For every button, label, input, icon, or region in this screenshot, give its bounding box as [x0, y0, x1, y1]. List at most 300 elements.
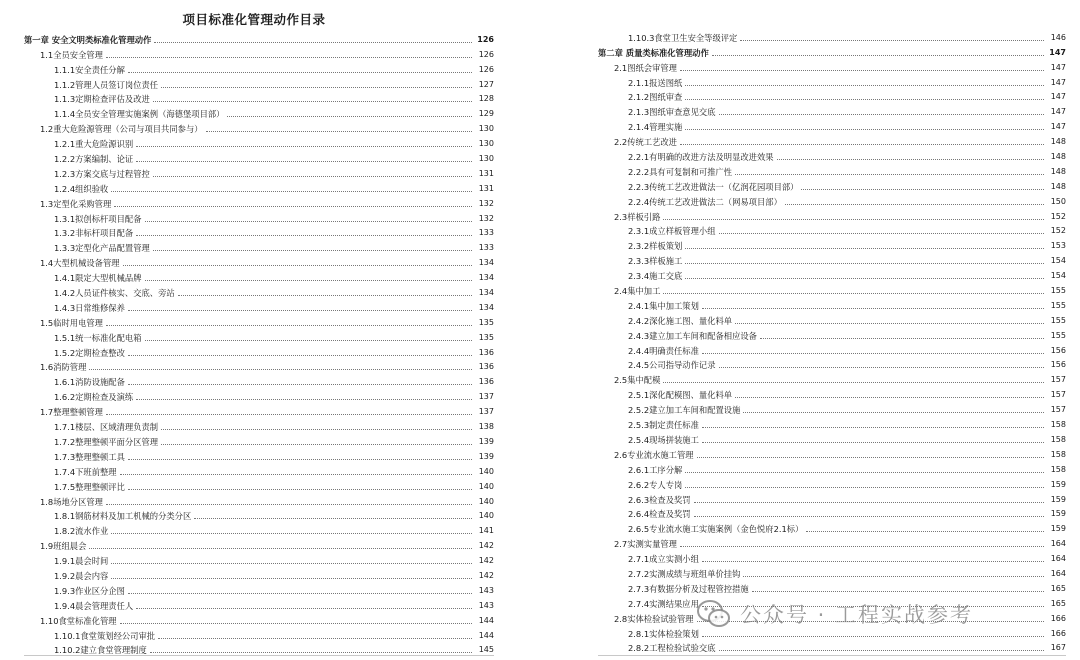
toc-page-number: 159: [1050, 494, 1066, 504]
toc-page-number: 142: [478, 556, 494, 566]
dot-leader: [128, 384, 472, 385]
dot-leader: [697, 457, 1044, 458]
toc-page-number: 134: [478, 273, 494, 283]
toc-entry-text: 1.7.4下班前整理: [54, 466, 117, 477]
toc-subsection[interactable]: [14, 372, 494, 387]
toc-entry-text: 2.1.1报送图纸: [628, 77, 683, 88]
toc-page-number: 132: [478, 213, 494, 223]
toc-entry-text: 1.10.1食堂策划经公司审批: [54, 630, 156, 641]
toc-section[interactable]: [588, 207, 1066, 222]
toc-entry-text: 1.5.2定期检查整改: [54, 347, 125, 358]
dot-leader: [128, 355, 472, 356]
toc-page-number: 138: [478, 422, 494, 432]
dot-leader: [801, 189, 1044, 190]
toc-section[interactable]: [14, 358, 494, 373]
dot-leader: [785, 204, 1044, 205]
dot-leader: [702, 427, 1044, 428]
toc-page-number: 135: [478, 332, 494, 342]
toc-subsection[interactable]: [14, 566, 494, 581]
toc-page-number: 165: [1050, 598, 1066, 608]
toc-subsection[interactable]: [588, 460, 1066, 475]
toc-subsection[interactable]: [588, 222, 1066, 237]
dot-leader: [120, 474, 472, 475]
toc-page-number: 130: [478, 154, 494, 164]
toc-page-number: 133: [478, 243, 494, 253]
toc-page-number: 156: [1050, 360, 1066, 370]
dot-leader: [158, 638, 472, 639]
dot-leader: [227, 116, 472, 117]
dot-leader: [663, 293, 1044, 294]
toc-page-left: [14, 0, 494, 660]
toc-page-number: 154: [1050, 271, 1066, 281]
toc-page-number: 140: [478, 511, 494, 521]
toc-entry-text: 2.4.2深化施工图、量化料单: [628, 315, 733, 326]
toc-page-number: 147: [1050, 77, 1066, 87]
dot-leader: [114, 206, 472, 207]
toc-subsection[interactable]: [14, 268, 494, 283]
dot-leader: [154, 42, 472, 43]
toc-page-number: 130: [478, 139, 494, 149]
toc-subsection[interactable]: [588, 28, 1066, 43]
toc-section[interactable]: [14, 402, 494, 417]
dot-leader: [685, 278, 1044, 279]
dot-leader: [136, 399, 472, 400]
toc-page-number: 153: [1050, 241, 1066, 251]
toc-entry-text: 2.4集中加工: [614, 286, 661, 297]
toc-subsection[interactable]: [588, 177, 1066, 192]
toc-page-number: 148: [1050, 181, 1066, 191]
toc-entry-text: 2.8.1实体检验策划: [628, 628, 699, 639]
toc-page-number: 136: [478, 362, 494, 372]
dot-leader: [89, 548, 472, 549]
toc-entry-text: 2.2传统工艺改进: [614, 137, 677, 148]
toc-page-number: 152: [1050, 226, 1066, 236]
dot-leader: [743, 576, 1044, 577]
toc-entry-text: 2.4.5公司指导动作记录: [628, 360, 716, 371]
toc-entry-text: 1.10.3食堂卫生安全等级评定: [628, 32, 738, 43]
toc-subsection[interactable]: [14, 164, 494, 179]
toc-page-number: 140: [478, 466, 494, 476]
dot-leader: [685, 248, 1044, 249]
toc-subsection[interactable]: [588, 639, 1066, 654]
dot-leader: [206, 131, 472, 132]
dot-leader: [702, 442, 1044, 443]
dot-leader: [685, 487, 1044, 488]
watermark: [696, 598, 973, 630]
toc-page-number: 147: [1050, 107, 1066, 117]
toc-page-number: 127: [478, 79, 494, 89]
toc-entry-text: 2.4.3建立加工车间和配备相应设备: [628, 330, 757, 341]
toc-entry-text: 1.8场地分区管理: [40, 496, 103, 507]
toc-subsection[interactable]: [14, 521, 494, 536]
dot-leader: [760, 338, 1044, 339]
toc-page-number: 131: [478, 168, 494, 178]
toc-entry-text: 2.2.3传统工艺改进做法一（亿润花园项目部）: [628, 181, 799, 192]
toc-entry-text: 1.3.3定型化产品配置管理: [54, 243, 150, 254]
wechat-icon: [696, 598, 732, 630]
toc-subsection[interactable]: [14, 417, 494, 432]
dot-leader: [735, 174, 1044, 175]
toc-page-number: 158: [1050, 420, 1066, 430]
toc-section[interactable]: [588, 370, 1066, 385]
toc-page-number: 152: [1050, 211, 1066, 221]
dot-leader: [136, 146, 472, 147]
toc-page-number: 150: [1050, 196, 1066, 206]
toc-list: [14, 30, 494, 655]
toc-entry-text: 2.1.2图纸审查: [628, 92, 683, 103]
toc-subsection[interactable]: [588, 415, 1066, 430]
toc-subsection[interactable]: [588, 505, 1066, 520]
toc-page-number: 147: [1049, 47, 1066, 57]
toc-entry-text: 2.1.3图纸审查意见交底: [628, 107, 716, 118]
toc-page-number: 158: [1050, 449, 1066, 459]
toc-page-number: 136: [478, 347, 494, 357]
toc-entry-text: 1.9.3作业区分企图: [54, 585, 125, 596]
dot-leader: [702, 308, 1044, 309]
toc-subsection[interactable]: [14, 387, 494, 402]
toc-section[interactable]: [14, 45, 494, 60]
dot-leader: [89, 369, 472, 370]
toc-subsection[interactable]: [588, 117, 1066, 132]
dot-leader: [712, 55, 1044, 56]
toc-page-number: 139: [478, 436, 494, 446]
toc-entry-text: 2.6.5专业流水施工实施案例（金色悦府2.1标）: [628, 524, 804, 535]
toc-page-number: 143: [478, 585, 494, 595]
toc-page-number: 128: [478, 94, 494, 104]
toc-entry-text: 2.2.4传统工艺改进做法二（网易项目部）: [628, 196, 782, 207]
toc-section[interactable]: [14, 536, 494, 551]
toc-subsection[interactable]: [14, 134, 494, 149]
toc-entry-text: 2.8实体检验试验管理: [614, 613, 694, 624]
toc-subsection[interactable]: [14, 581, 494, 596]
toc-chapter[interactable]: [14, 30, 494, 45]
dot-leader: [719, 367, 1045, 368]
toc-section[interactable]: [588, 534, 1066, 549]
toc-entry-text: 1.6.1消防设施配备: [54, 377, 125, 388]
toc-entry-text: 2.7.3有数据分析及过程管控措施: [628, 583, 749, 594]
toc-page-number: 143: [478, 600, 494, 610]
toc-entry-text: 1.3定型化采购管理: [40, 198, 112, 209]
dot-leader: [702, 353, 1044, 354]
toc-section[interactable]: [588, 281, 1066, 296]
toc-entry-text: 1.2重大危险源管理（公司与项目共同参与）: [40, 124, 203, 135]
toc-entry-text: 2.7.4实测结果应用: [628, 598, 699, 609]
toc-entry-text: 1.1全员安全管理: [40, 49, 103, 60]
toc-entry-text: 2.3.4施工交底: [628, 271, 683, 282]
toc-subsection[interactable]: [588, 549, 1066, 564]
toc-entry-text: 2.3.2样板策划: [628, 241, 683, 252]
toc-page-number: 139: [478, 451, 494, 461]
toc-entry-text: 1.10食堂标准化管理: [40, 615, 117, 626]
toc-entry-text: 2.7实测实量管理: [614, 539, 677, 550]
page-divider: [24, 655, 494, 656]
toc-subsection[interactable]: [588, 266, 1066, 281]
toc-section[interactable]: [14, 253, 494, 268]
toc-subsection[interactable]: [588, 564, 1066, 579]
dot-leader: [663, 382, 1044, 383]
toc-entry-text: 1.9班组晨会: [40, 541, 87, 552]
toc-subsection[interactable]: [14, 477, 494, 492]
toc-entry-text: 1.9.4晨会管理责任人: [54, 600, 134, 611]
toc-entry-text: 2.3.3样板施工: [628, 256, 683, 267]
toc-entry-text: 1.4.3日常维修保养: [54, 302, 125, 313]
toc-subsection[interactable]: [588, 236, 1066, 251]
toc-entry-text: 2.1图纸会审管理: [614, 62, 677, 73]
toc-entry-text: 第二章 质量类标准化管理动作: [598, 47, 709, 58]
toc-subsection[interactable]: [14, 90, 494, 105]
toc-entry-text: 2.5.3制定责任标准: [628, 420, 699, 431]
toc-subsection[interactable]: [588, 251, 1066, 266]
dot-leader: [106, 414, 472, 415]
dot-leader: [128, 593, 472, 594]
dot-leader: [685, 129, 1044, 130]
toc-section[interactable]: [14, 611, 494, 626]
dot-leader: [694, 516, 1044, 517]
toc-page-number: 142: [478, 570, 494, 580]
toc-page-number: 164: [1050, 539, 1066, 549]
dot-leader: [194, 518, 472, 519]
toc-subsection[interactable]: [14, 298, 494, 313]
toc-entry-text: 1.3.1拟创标杆项目配备: [54, 213, 142, 224]
toc-subsection[interactable]: [14, 209, 494, 224]
toc-page-number: 147: [1050, 92, 1066, 102]
toc-entry-text: 1.4大型机械设备管理: [40, 258, 120, 269]
toc-entry-text: 1.7.3整理整顿工具: [54, 451, 125, 462]
toc-page-number: 157: [1050, 375, 1066, 385]
dot-leader: [111, 563, 472, 564]
toc-entry-text: 1.2.3方案交底与过程管控: [54, 168, 150, 179]
dot-leader: [685, 85, 1044, 86]
toc-page-number: 129: [478, 109, 494, 119]
toc-entry-text: 1.10.2建立食堂管理制度: [54, 645, 147, 656]
dot-leader: [680, 70, 1044, 71]
dot-leader: [752, 591, 1044, 592]
toc-subsection[interactable]: [588, 326, 1066, 341]
toc-page-number: 148: [1050, 152, 1066, 162]
toc-entry-text: 1.7整理整顿管理: [40, 407, 103, 418]
toc-page-number: 159: [1050, 479, 1066, 489]
toc-section[interactable]: [14, 194, 494, 209]
toc-page-number: 164: [1050, 568, 1066, 578]
dot-leader: [680, 546, 1044, 547]
toc-section[interactable]: [14, 492, 494, 507]
toc-entry-text: 2.7.2实测成绩与班组单价挂钩: [628, 568, 741, 579]
toc-subsection[interactable]: [14, 224, 494, 239]
toc-entry-text: 1.5.1统一标准化配电箱: [54, 332, 142, 343]
toc-section[interactable]: [588, 132, 1066, 147]
toc-page-number: 135: [478, 317, 494, 327]
dot-leader: [120, 623, 472, 624]
toc-page-number: 137: [478, 392, 494, 402]
toc-subsection[interactable]: [588, 385, 1066, 400]
dot-leader: [128, 459, 472, 460]
dot-leader: [735, 323, 1044, 324]
toc-subsection[interactable]: [14, 626, 494, 641]
toc-subsection[interactable]: [14, 343, 494, 358]
toc-subsection[interactable]: [588, 430, 1066, 445]
toc-page-number: 133: [478, 228, 494, 238]
toc-entry-text: 2.6.1工序分解: [628, 464, 683, 475]
toc-subsection[interactable]: [14, 462, 494, 477]
toc-entry-text: 2.6.4检查及奖罚: [628, 509, 691, 520]
toc-subsection[interactable]: [588, 400, 1066, 415]
toc-section[interactable]: [588, 58, 1066, 73]
toc-entry-text: 1.3.2非标杆项目配备: [54, 228, 134, 239]
toc-entry-text: 1.1.2管理人员签订岗位责任: [54, 79, 159, 90]
toc-subsection[interactable]: [14, 551, 494, 566]
toc-subsection[interactable]: [14, 238, 494, 253]
toc-page-number: 166: [1050, 613, 1066, 623]
dot-leader: [153, 176, 472, 177]
toc-entry-text: 2.5.2建立加工车间和配置设施: [628, 405, 741, 416]
toc-page-number: 132: [478, 198, 494, 208]
toc-subsection[interactable]: [588, 296, 1066, 311]
toc-subsection[interactable]: [14, 596, 494, 611]
dot-leader: [111, 533, 472, 534]
toc-entry-text: 2.6专业流水施工管理: [614, 449, 694, 460]
toc-page-number: 131: [478, 183, 494, 193]
toc-entry-text: 2.5集中配模: [614, 375, 661, 386]
dot-leader: [663, 219, 1044, 220]
toc-page-right: [588, 0, 1066, 660]
dot-leader: [719, 114, 1045, 115]
toc-page-number: 134: [478, 288, 494, 298]
toc-page-number: 140: [478, 481, 494, 491]
toc-page-number: 145: [478, 645, 494, 655]
toc-subsection[interactable]: [588, 311, 1066, 326]
toc-subsection[interactable]: [14, 507, 494, 522]
toc-page-number: 167: [1050, 643, 1066, 653]
toc-subsection[interactable]: [14, 432, 494, 447]
toc-page-number: 147: [1050, 122, 1066, 132]
dot-leader: [702, 636, 1044, 637]
dot-leader: [106, 325, 472, 326]
dot-leader: [719, 650, 1045, 651]
toc-page-number: 165: [1050, 583, 1066, 593]
toc-subsection[interactable]: [588, 88, 1066, 103]
dot-leader: [685, 99, 1044, 100]
toc-section[interactable]: [588, 445, 1066, 460]
toc-subsection[interactable]: [588, 579, 1066, 594]
toc-entry-text: 1.7.5整理整顿评比: [54, 481, 125, 492]
dot-leader: [694, 502, 1044, 503]
toc-subsection[interactable]: [588, 162, 1066, 177]
dot-leader: [806, 531, 1044, 532]
toc-page-number: 148: [1050, 137, 1066, 147]
dot-leader: [153, 250, 472, 251]
toc-entry-text: 2.4.1集中加工策划: [628, 300, 699, 311]
toc-subsection[interactable]: [588, 490, 1066, 505]
dot-leader: [111, 578, 472, 579]
toc-subsection[interactable]: [14, 75, 494, 90]
toc-subsection[interactable]: [14, 641, 494, 656]
dot-leader: [743, 412, 1044, 413]
dot-leader: [161, 87, 472, 88]
dot-leader: [735, 397, 1044, 398]
toc-entry-text: 1.4.2人员证件核实、交底、旁站: [54, 288, 175, 299]
toc-entry-text: 2.2.1有明确的改进方法及明显改进效果: [628, 152, 774, 163]
toc-subsection[interactable]: [588, 519, 1066, 534]
toc-page-number: 148: [1050, 166, 1066, 176]
toc-page-number: 158: [1050, 434, 1066, 444]
toc-section[interactable]: [14, 313, 494, 328]
toc-subsection[interactable]: [588, 356, 1066, 371]
toc-entry-text: 1.4.1限定大型机械品牌: [54, 273, 142, 284]
toc-subsection[interactable]: [14, 179, 494, 194]
toc-entry-text: 1.8.1钢筋材料及加工机械的分类分区: [54, 511, 192, 522]
toc-entry-text: 2.4.4明确责任标准: [628, 345, 699, 356]
toc-entry-text: 1.1.3定期检查评估及改进: [54, 94, 150, 105]
toc-subsection[interactable]: [588, 341, 1066, 356]
dot-leader: [128, 310, 472, 311]
toc-chapter[interactable]: [588, 43, 1066, 58]
toc-page-number: 141: [478, 526, 494, 536]
dot-leader: [153, 101, 472, 102]
toc-subsection[interactable]: [588, 475, 1066, 490]
dot-leader: [777, 159, 1044, 160]
toc-subsection[interactable]: [588, 102, 1066, 117]
toc-subsection[interactable]: [588, 147, 1066, 162]
dot-leader: [128, 72, 472, 73]
toc-entry-text: 1.2.2方案编制、论证: [54, 154, 134, 165]
toc-list: [588, 28, 1066, 653]
toc-page-number: 164: [1050, 554, 1066, 564]
toc-page-number: 166: [1050, 628, 1066, 638]
toc-subsection[interactable]: [588, 73, 1066, 88]
watermark-text: 公众号 · 工程实战参考: [740, 603, 974, 627]
toc-page-number: 130: [478, 124, 494, 134]
toc-page-number: 155: [1050, 286, 1066, 296]
toc-page-number: 159: [1050, 509, 1066, 519]
toc-page-number: 126: [477, 34, 494, 44]
toc-subsection[interactable]: [14, 283, 494, 298]
toc-page-number: 157: [1050, 405, 1066, 415]
toc-entry-text: 1.6消防管理: [40, 362, 87, 373]
toc-entry-text: 2.6.3检查及奖罚: [628, 494, 691, 505]
toc-section[interactable]: [14, 119, 494, 134]
dot-leader: [123, 265, 472, 266]
dot-leader: [128, 489, 472, 490]
dot-leader: [719, 233, 1045, 234]
toc-subsection[interactable]: [14, 149, 494, 164]
toc-subsection[interactable]: [588, 192, 1066, 207]
toc-subsection[interactable]: [14, 104, 494, 119]
toc-page-number: 146: [1050, 32, 1066, 42]
toc-entry-text: 1.9.2晨会内容: [54, 570, 109, 581]
dot-leader: [145, 280, 473, 281]
toc-page-number: 156: [1050, 345, 1066, 355]
toc-entry-text: 2.1.4管理实施: [628, 122, 683, 133]
toc-entry-text: 2.3.1成立样板管理小组: [628, 226, 716, 237]
toc-page-number: 155: [1050, 315, 1066, 325]
toc-page-number: 154: [1050, 256, 1066, 266]
toc-page-number: 126: [478, 49, 494, 59]
toc-entry-text: 1.9.1晨会时间: [54, 556, 109, 567]
toc-page-number: 159: [1050, 524, 1066, 534]
dot-leader: [680, 144, 1044, 145]
toc-entry-text: 2.6.2专人专岗: [628, 479, 683, 490]
toc-subsection[interactable]: [14, 328, 494, 343]
toc-subsection[interactable]: [14, 447, 494, 462]
toc-page-number: 155: [1050, 330, 1066, 340]
toc-entry-text: 1.1.1安全责任分解: [54, 64, 125, 75]
toc-page-number: 126: [478, 64, 494, 74]
toc-entry-text: 1.7.1楼层、区域清理负责制: [54, 422, 159, 433]
toc-page-number: 144: [478, 630, 494, 640]
toc-subsection[interactable]: [14, 60, 494, 75]
dot-leader: [136, 235, 472, 236]
dot-leader: [136, 608, 472, 609]
